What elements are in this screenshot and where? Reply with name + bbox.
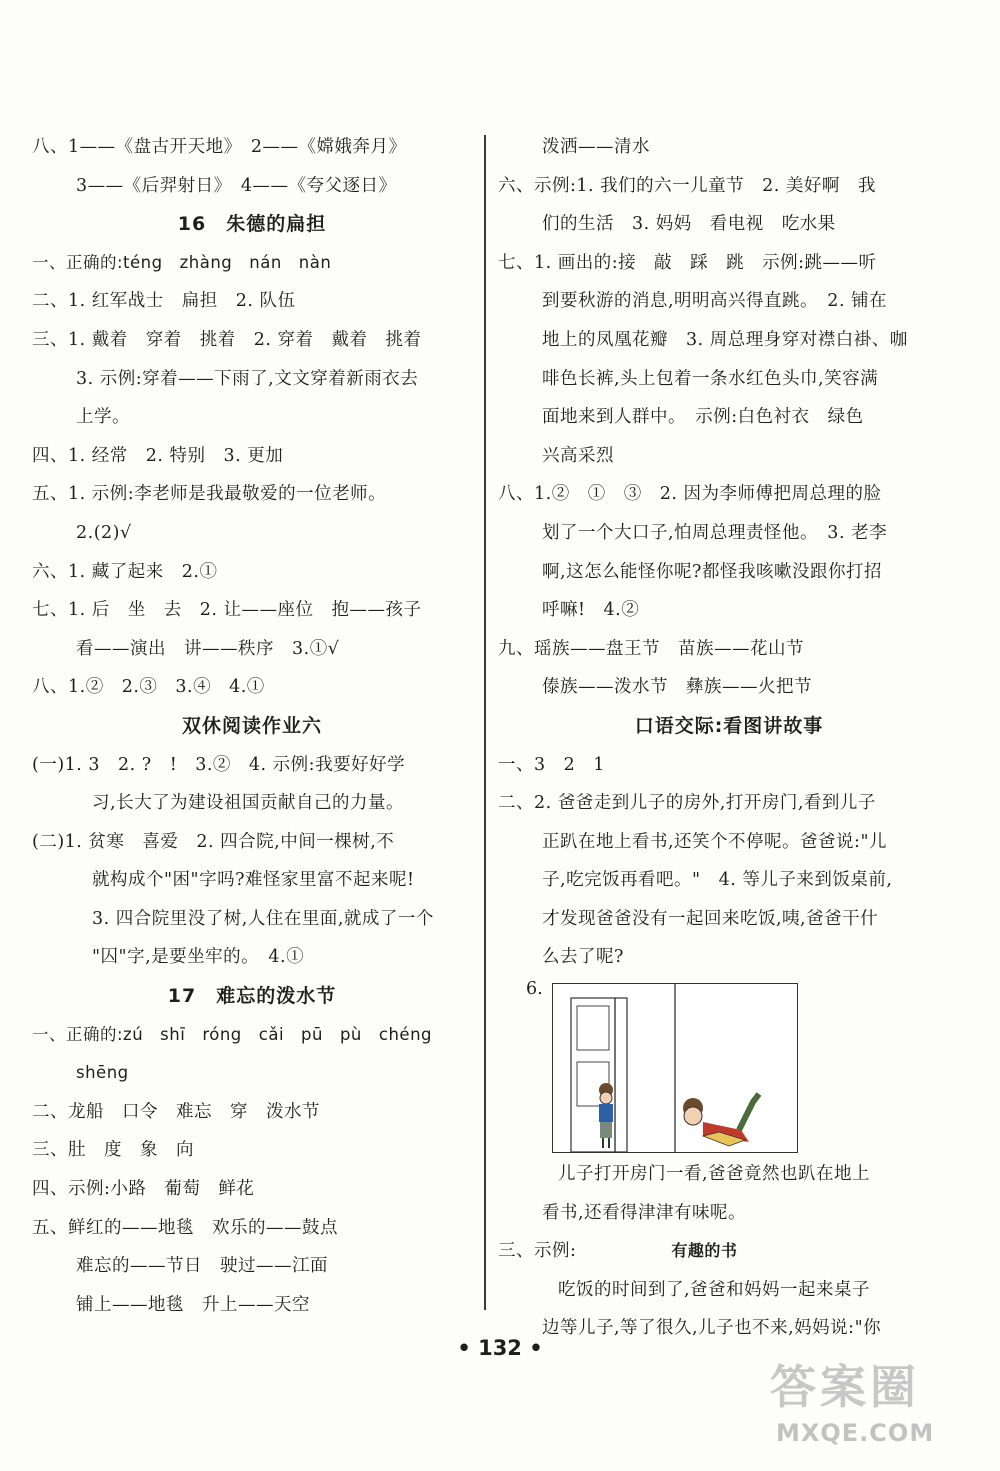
column-divider bbox=[484, 135, 486, 1310]
answer-line: 八、1.② 2.③ 3.④ 4.① bbox=[32, 677, 265, 698]
answer-line: 习,长大了为建设祖国贡献自己的力量。 bbox=[92, 793, 405, 814]
answer-line: 就构成个"困"字吗?难怪家里富不起来呢! bbox=[92, 870, 415, 891]
illustration bbox=[552, 983, 798, 1153]
section-heading: 双休阅读作业六 bbox=[181, 714, 322, 737]
answer-line: 四、1. 经常 2. 特别 3. 更加 bbox=[32, 445, 284, 466]
answer-line: 划了一个大口子,怕周总理责怪他。 3. 老李 bbox=[542, 522, 888, 543]
section-heading: 17 难忘的泼水节 bbox=[167, 985, 337, 1008]
answer-line: 3——《后羿射日》 4——《夸父逐日》 bbox=[76, 175, 397, 196]
answer-line: 八、1.② ① ③ 2. 因为李师傅把周总理的脸 bbox=[498, 484, 882, 505]
answer-line: 啊,这怎么能怪你呢?都怪我咳嗽没跟你打招 bbox=[542, 561, 882, 582]
answer-line: 六、1. 藏了起来 2.① bbox=[32, 561, 218, 582]
watermark-brand: 答案圈 bbox=[770, 1360, 920, 1414]
answer-line: 七、1. 后 坐 去 2. 让——座位 抱——孩子 bbox=[32, 600, 422, 621]
answers-block-bottom bbox=[498, 1155, 960, 1232]
answer-line: 五、1. 示例:李老师是我最敬爱的一位老师。 bbox=[32, 484, 387, 505]
answer-line: 正趴在地上看书,还笑个不停呢。爸爸说:"儿 bbox=[542, 831, 888, 852]
answer-line: 吃饭的时间到了,爸爸和妈妈一起来桌子 bbox=[558, 1279, 871, 1300]
answer-line: 兴高采烈 bbox=[542, 445, 614, 466]
answer-line: "囚"字,是要坐牢的。 4.① bbox=[92, 947, 305, 968]
answer-line: 一、正确的:zú shī róng cǎi pū pù chéng bbox=[32, 1024, 433, 1044]
answer-line: 地上的凤凰花瓣 3. 周总理身穿对襟白褂、咖 bbox=[542, 329, 908, 350]
answer-line: 面地来到人群中。 示例:白色衬衣 绿色 bbox=[542, 407, 864, 428]
answer-line: 二、龙船 口令 难忘 穿 泼水节 bbox=[32, 1101, 320, 1122]
answer-line: shēng bbox=[76, 1063, 129, 1083]
answer-line: 七、1. 画出的:接 敲 踩 跳 示例:跳——听 bbox=[498, 252, 877, 273]
watermark-url: MXQE.COM bbox=[776, 1419, 935, 1447]
answer-line: 到要秋游的消息,明明高兴得直跳。 2. 铺在 bbox=[542, 291, 888, 312]
answer-line: 儿子打开房门一看,爸爸竟然也趴在地上 bbox=[558, 1164, 871, 1185]
answer-line: 呼嘛! 4.② bbox=[542, 600, 640, 621]
page-number: • 132 • bbox=[457, 1336, 543, 1360]
answer-line: 三、1. 戴着 穿着 挑着 2. 穿着 戴着 挑着 bbox=[32, 329, 422, 350]
answer-line: 看——演出 讲——秩序 3.①√ bbox=[76, 638, 340, 659]
answers-block-top bbox=[498, 128, 960, 977]
section-heading: 口语交际:看图讲故事 bbox=[634, 714, 824, 737]
answer-line: 五、鲜红的——地毯 欢乐的——鼓点 bbox=[32, 1217, 338, 1238]
watermark bbox=[756, 1339, 978, 1461]
answer-line: 3. 四合院里没了树,人住在里面,就成了一个 bbox=[92, 908, 434, 929]
figure-number: 6. bbox=[526, 979, 543, 1000]
answer-line: 铺上——地毯 升上——天空 bbox=[76, 1294, 310, 1315]
answer-line: 四、示例:小路 葡萄 鲜花 bbox=[32, 1179, 255, 1200]
answer-line: 们的生活 3. 妈妈 看电视 吃水果 bbox=[542, 214, 836, 235]
answer-line: 一、3 2 1 bbox=[498, 754, 605, 775]
left-column bbox=[32, 128, 472, 1324]
answer-line: 九、瑶族——盘王节 苗族——花山节 bbox=[498, 638, 804, 659]
answer-line: 边等儿子,等了很久,儿子也不来,妈妈说:"你 bbox=[542, 1318, 882, 1339]
answer-line: (一)1. 3 2. ? ! 3.② 4. 示例:我要好好学 bbox=[32, 754, 406, 775]
answer-line: 六、示例:1. 我们的六一儿童节 2. 美好啊 我 bbox=[498, 175, 876, 196]
figure-row bbox=[498, 977, 960, 1155]
answer-line: 2.(2)√ bbox=[76, 522, 132, 543]
answer-line: 难忘的——节日 驶过——江面 bbox=[76, 1256, 328, 1277]
answer-line: (二)1. 贫寒 喜爱 2. 四合院,中间一棵树,不 bbox=[32, 831, 395, 852]
answer-line: 八、1——《盘古开天地》 2——《嫦娥奔月》 bbox=[32, 137, 407, 157]
essay-heading-line bbox=[498, 1232, 960, 1271]
answer-line: 看书,还看得津津有味呢。 bbox=[542, 1202, 747, 1223]
section-heading: 16 朱德的扁担 bbox=[177, 213, 327, 236]
answer-line: 上学。 bbox=[76, 407, 130, 428]
answer-line: 一、正确的:téng zhàng nán nàn bbox=[32, 252, 332, 272]
answer-line: 啡色长裤,头上包着一条水红色头巾,笑容满 bbox=[542, 368, 879, 389]
answer-line: 3. 示例:穿着——下雨了,文文穿着新雨衣去 bbox=[76, 368, 419, 389]
answer-line: 才发现爸爸没有一起回来吃饭,咦,爸爸干什 bbox=[542, 908, 879, 929]
illustration-door-boy-reading bbox=[553, 984, 797, 1152]
answer-line: 二、2. 爸爸走到儿子的房外,打开房门,看到儿子 bbox=[498, 793, 876, 814]
essay-prefix: 三、示例: bbox=[498, 1241, 577, 1262]
essay-title: 有趣的书 bbox=[671, 1241, 738, 1261]
answer-line: 二、1. 红军战士 扁担 2. 队伍 bbox=[32, 291, 296, 312]
right-column bbox=[498, 128, 960, 1348]
answer-line: 泼洒——清水 bbox=[542, 137, 650, 157]
answer-line: 傣族——泼水节 彝族——火把节 bbox=[542, 677, 812, 698]
answer-line: 么去了呢? bbox=[542, 947, 624, 968]
answer-line: 三、肚 度 象 向 bbox=[32, 1140, 194, 1161]
answer-line: 子,吃完饭再看吧。" 4. 等儿子来到饭桌前, bbox=[542, 870, 893, 891]
